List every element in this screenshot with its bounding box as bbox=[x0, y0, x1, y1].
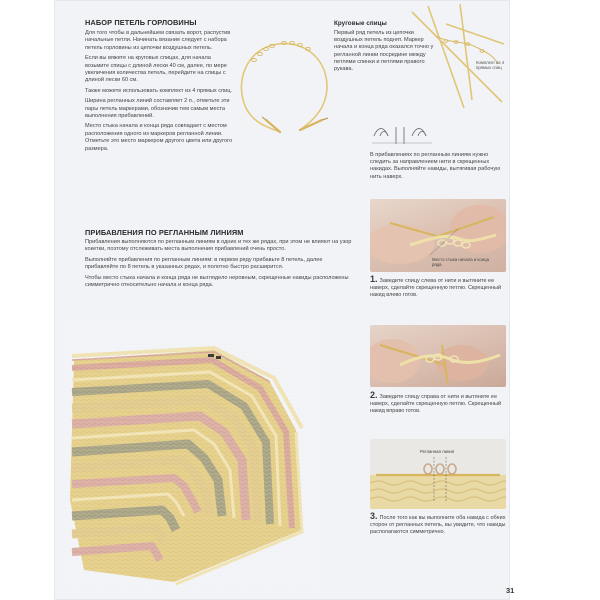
section1-heading: НАБОР ПЕТЕЛЬ ГОРЛОВИНЫ bbox=[85, 18, 197, 27]
step3-number: 3. bbox=[370, 511, 378, 521]
step-1 bbox=[370, 276, 506, 299]
section2-para-3: Чтобы место стыка начала и конца ряда не выглядело неровным, скрещенные накиды расположены симметрично относительно начала и конца ряда. bbox=[85, 274, 349, 289]
step1-number: 1. bbox=[370, 274, 378, 284]
section2-body bbox=[85, 239, 353, 289]
intro-text: В прибавлениях по регланным линиям нужно следить за направлением нити в скрещенных накидах. Выполняйте накиды, вытягивая рабочую нить наверх. bbox=[370, 152, 501, 180]
step-3 bbox=[370, 513, 506, 536]
photo3-label: Регланная линия bbox=[420, 449, 455, 455]
page-number: 31 bbox=[506, 586, 515, 595]
section1-para-1: Для того чтобы в дальнейшем связать ворот, распустив начальные петли. Начинать вязание следует с набора петель горловины из цепочки воздушных петель. bbox=[85, 30, 231, 51]
step3-text: После того как вы выполните оба накида с обеих сторон от регланных петель, вы увидите, что накиды располагаются симметрично. bbox=[370, 515, 506, 535]
step2-text: Заведите спицу справа от нити и вытяните ее наверх, сделайте скрещенную петлю. Скрещенный накид вправо готов. bbox=[370, 394, 502, 414]
circular-needle-illustration bbox=[236, 28, 340, 140]
straight-needles-illustration bbox=[406, 4, 506, 112]
section1-para-2: Если вы вяжете на круговых спицах, для начала возьмите спицы с длиной лески 40 см, далее, по мере увеличения количества петель, перейдите на спицы с длиной лески 60 см. bbox=[85, 55, 227, 84]
section1-para-3: Также можете использовать комплект из 4 прямых спиц. bbox=[85, 87, 232, 94]
section1-para-5: Место стыка начала и конца ряда совпадает с местом расположения одного из маркеров регланной линии. Отметьте это место маркером другого цвета или другого размера. bbox=[85, 123, 233, 152]
photo1-label: Место стыка начала и конца ряда bbox=[432, 257, 489, 268]
stitch-diagram bbox=[370, 124, 434, 146]
section2-heading: ПРИБАВЛЕНИЯ ПО РЕГЛАННЫМ ЛИНИЯМ bbox=[85, 228, 244, 237]
step-2 bbox=[370, 392, 506, 415]
section2-para-2: Выполняйте прибавления по регланным линиям: в первом ряду прибавьте 8 петель, далее прибавляйте по 8 петель в указанных рядах, и полотно быстро расширится. bbox=[85, 256, 323, 271]
knitted-yoke-photo bbox=[64, 320, 324, 588]
section1-para-4: Ширина регланных линий составляет 2 п., отметьте эти пары петель маркерами, обозначив тем самым места выполнения прибавлений. bbox=[85, 98, 230, 120]
step3-photo bbox=[370, 439, 506, 509]
step1-photo bbox=[370, 199, 506, 272]
step2-number: 2. bbox=[370, 390, 378, 400]
section2-para-1: Прибавления выполняются по регланным линиям в одних и тех же рядах, при этом не влияют на узор кокетки, поэтому отслеживать места выполнения прибавлений очень просто. bbox=[85, 239, 352, 253]
circular-text: Первый ряд петель из цепочки воздушных петель поднят. Маркер начала и конца ряда оказался точно у регланной линии посредине между петлями спинки и петлями правого рукава. bbox=[334, 30, 434, 73]
circular-heading: Круговые спицы bbox=[334, 20, 387, 27]
step1-text: Заведите спицу слева от нити и вытяните ее наверх, сделайте скрещенную петлю. Скрещенный накид влево готов. bbox=[370, 278, 502, 298]
book-page bbox=[54, 0, 515, 600]
section1-body bbox=[85, 30, 235, 153]
kit-caption: Комплект из 4 прямых спиц bbox=[476, 60, 505, 71]
step2-photo bbox=[370, 325, 506, 387]
